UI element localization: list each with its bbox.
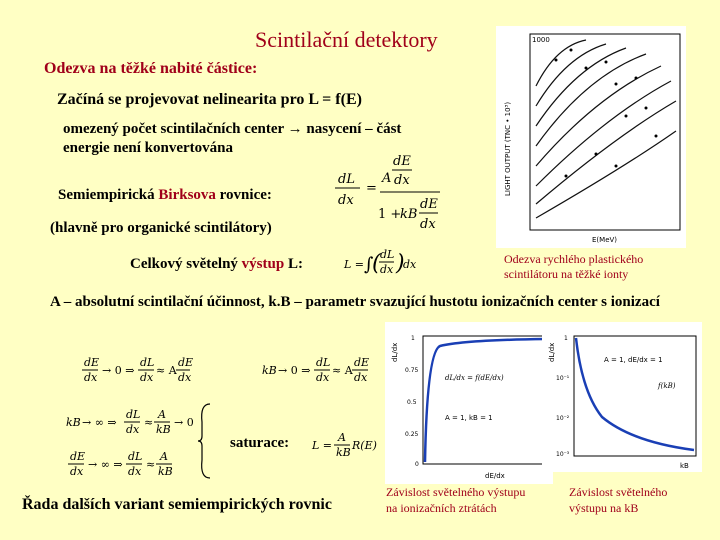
parameter-definitions: A – absolutní scintilační účinnost, k.B – parametr svazující hustotu ionizačních center s ionizací: [50, 294, 660, 310]
svg-text:kB: kB: [400, 207, 418, 222]
dl-de-graph: [385, 322, 553, 484]
limit-eq-3: [66, 402, 196, 442]
svg-text:dE: dE: [178, 356, 194, 369]
dl-de-ytick-0: 0: [415, 461, 419, 468]
caption-ionization: [386, 484, 525, 516]
svg-text:dL: dL: [126, 408, 141, 421]
svg-text:≈ A: ≈ A: [156, 364, 177, 377]
saturation-brace: [196, 402, 216, 480]
birks-prefix: Semiempirická: [58, 187, 159, 203]
svg-text:kB: kB: [262, 364, 277, 377]
svg-text:dE: dE: [70, 450, 86, 463]
response-note-line2: scintilátoru na těžké ionty: [504, 267, 629, 281]
caption-kb-line1: Závislost světelného: [569, 485, 668, 499]
svg-text:dx: dx: [354, 371, 368, 384]
svg-text:kB: kB: [336, 446, 351, 459]
birks-word: Birksova: [158, 187, 216, 203]
svg-text:R(E): R(E): [352, 439, 377, 452]
saturation-label: saturace:: [230, 435, 290, 451]
saturation-equation: [310, 430, 380, 460]
svg-text:→ 0: → 0: [174, 416, 194, 429]
limit-eq-1: [80, 350, 194, 390]
dl-kb-ytick-e1: 10⁻¹: [556, 375, 570, 382]
svg-text:kB: kB: [156, 423, 171, 436]
svg-text:∫: ∫: [364, 254, 374, 275]
total-suffix: L:: [284, 256, 303, 272]
svg-text:→ ∞ ⇒: → ∞ ⇒: [88, 458, 123, 471]
svg-text:dx: dx: [140, 371, 154, 384]
svg-text:dx: dx: [316, 371, 330, 384]
light-output-xlabel: E(MeV): [592, 236, 618, 244]
caption-ionization-line2: na ionizačních ztrátách: [386, 501, 497, 515]
svg-text:dx: dx: [380, 263, 394, 276]
svg-text:L =: L =: [312, 439, 333, 452]
light-output-graph: [496, 26, 686, 248]
dl-kb-annot: A = 1, dE/dx = 1: [604, 356, 663, 364]
svg-text:): ): [396, 251, 405, 276]
svg-text:dL: dL: [316, 356, 331, 369]
dl-de-ytick-05: 0.5: [407, 399, 417, 406]
dl-de-ytick-1: 1: [411, 335, 415, 342]
dl-kb-ytick-e2: 10⁻²: [556, 415, 570, 422]
svg-text:dE: dE: [420, 197, 438, 212]
caption-kb: [569, 484, 667, 516]
total-prefix: Celkový světelný: [130, 256, 242, 272]
dl-de-ytick-075: 0.75: [405, 367, 419, 374]
svg-text:(: (: [372, 251, 381, 276]
light-output-y-top: 1000: [532, 36, 550, 44]
svg-text:dL: dL: [380, 248, 395, 261]
dl-de-ylabel: dL/dx: [391, 342, 399, 362]
svg-text:dx: dx: [403, 258, 417, 271]
svg-text:1 +: 1 +: [378, 207, 402, 222]
total-integral: [342, 246, 422, 280]
nonlinearity-text: Začíná se projevovat nelinearita pro L = f(E): [57, 91, 362, 108]
section-subtitle: Odezva na těžké nabité částice:: [44, 60, 258, 77]
svg-text:dL: dL: [338, 172, 355, 187]
dl-de-annot-fn: dL/dx = f(dE/dx): [445, 374, 504, 382]
dl-kb-graph: [542, 322, 702, 472]
svg-text:→ 0 ⇒: → 0 ⇒: [278, 364, 311, 377]
birks-suffix: rovnice:: [215, 187, 272, 203]
dl-kb-ylabel: dL/dx: [548, 342, 556, 362]
svg-text:A: A: [382, 171, 392, 186]
dl-de-xlabel: dE/dx: [485, 472, 505, 480]
svg-text:dE: dE: [84, 356, 100, 369]
dl-kb-ytick-e3: 10⁻³: [556, 451, 570, 458]
svg-text:≈: ≈: [146, 458, 156, 471]
organic-note: (hlavně pro organické scintilátory): [50, 220, 272, 236]
svg-text:→ 0 ⇒: → 0 ⇒: [102, 364, 135, 377]
svg-text:dx: dx: [420, 217, 436, 232]
response-note-line1: Odezva rychlého plastického: [504, 252, 644, 266]
total-word: výstup: [241, 256, 285, 272]
svg-text:dx: dx: [178, 371, 192, 384]
svg-text:≈: ≈: [144, 416, 154, 429]
svg-text:dE: dE: [393, 154, 411, 169]
svg-text:A: A: [160, 450, 168, 463]
svg-text:dx: dx: [84, 371, 98, 384]
total-light-label: [130, 256, 303, 273]
dl-kb-ytick-1: 1: [564, 335, 568, 342]
svg-text:dx: dx: [394, 173, 410, 188]
saturation-text: omezený počet scintilačních center → nasycení – část energie není konvertována: [63, 121, 402, 156]
svg-text:=: =: [366, 181, 377, 196]
svg-text:A: A: [338, 431, 346, 444]
svg-text:A: A: [158, 408, 166, 421]
response-note: [504, 252, 643, 282]
svg-text:→ ∞ ⇒: → ∞ ⇒: [82, 416, 117, 429]
svg-text:≈ A: ≈ A: [332, 364, 353, 377]
svg-text:dL: dL: [140, 356, 155, 369]
svg-text:dL: dL: [128, 450, 143, 463]
caption-ionization-line1: Závislost světelného výstupu: [386, 485, 526, 499]
variants-text: Řada dalších variant semiempirických rovnic: [22, 496, 332, 513]
svg-text:kB: kB: [158, 465, 173, 478]
birks-equation-label: [58, 187, 272, 204]
svg-text:dx: dx: [128, 465, 142, 478]
svg-text:dx: dx: [70, 465, 84, 478]
svg-text:dx: dx: [338, 193, 354, 208]
dl-de-annot-params: A = 1, kB = 1: [445, 414, 493, 422]
birks-equation: [330, 152, 450, 236]
dl-kb-fn: f(kB): [658, 382, 676, 390]
dl-de-ytick-025: 0.25: [405, 431, 419, 438]
light-output-ylabel: LIGHT OUTPUT (TNC • 10³): [504, 101, 512, 196]
limit-eq-2: [262, 350, 382, 390]
caption-kb-line2: výstupu na kB: [569, 501, 639, 515]
svg-text:kB: kB: [66, 416, 81, 429]
dl-kb-xlabel: kB: [680, 462, 689, 470]
limit-eq-4: [66, 444, 176, 484]
svg-text:dx: dx: [126, 423, 140, 436]
slide-title: Scintilační detektory: [255, 27, 438, 52]
svg-text:dE: dE: [354, 356, 370, 369]
svg-text:L =: L =: [344, 258, 365, 271]
